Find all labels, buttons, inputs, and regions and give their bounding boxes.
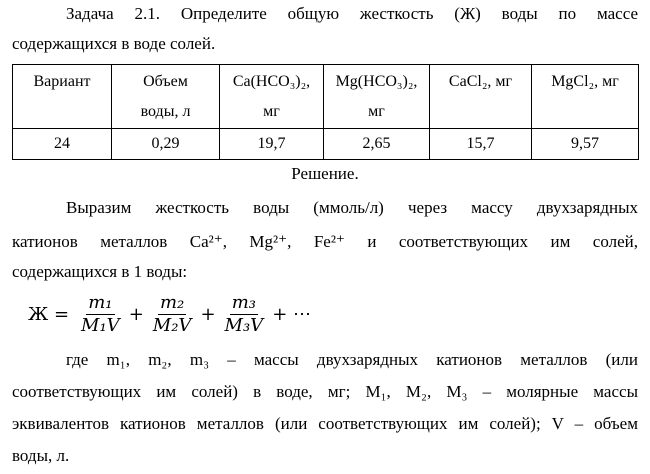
problem-line-2: содержащихся в воде солей. [12,34,216,53]
solution-p1-line-2: катионов металлов Ca²⁺, Mg²⁺, Fe²⁺ и соответствующих им солей, [12,232,638,251]
header-volume: Объем воды, л [112,65,220,129]
cell-ca-hco3: 19,7 [220,129,324,160]
formula-plus-1: + [128,303,144,325]
solution-heading: Решение. [291,164,359,183]
header-mg-hco3: Mg(HCO₃)₂, мг [324,65,430,129]
cell-mg-hco3: 2,65 [324,129,430,160]
cell-volume: 0,29 [112,129,220,160]
formula-term-2: $\frac{\text{m₂}}{\text{M₂V}}$ [152,291,192,336]
formula-tail: + ⋯ [272,303,311,325]
problem-line-1: Задача 2.1. Определите общую жесткость (Ж) воды по массе [66,4,638,23]
solution-p2-line-2: соответствующих им солей) в воде, мг; M₁, M₂, M₃ – молярные массы [12,382,638,401]
header-mgcl2: MgCl₂, мг [532,65,639,129]
solution-p2-line-1: где m₁, m₂, m₃ – массы двухзарядных катионов металлов (или [66,350,638,369]
solution-p2-line-3: эквивалентов катионов металлов (или соответствующих им солей); V – объем [12,414,638,433]
data-table [12,64,639,160]
cell-variant: 24 [13,129,112,160]
header-cacl2: CaCl₂, мг [430,65,532,129]
table-header-row [13,65,639,129]
solution-p1-line-3: содержащихся в 1 воды: [12,262,188,281]
header-variant: Вариант [13,65,112,129]
formula-term-1: $\frac{\text{m₁}}{\text{M₁V}}$ [81,291,120,336]
solution-p2-line-4: воды, л. [12,446,70,465]
solution-p1-line-1: Выразим жесткость воды (ммоль/л) через массу двухзарядных [66,198,638,217]
formula-term-3: $\frac{\text{m₃}}{\text{M₃V}}$ [224,291,264,336]
formula-plus-2: + [200,303,216,325]
hardness-formula [28,288,314,340]
cell-mgcl2: 9,57 [532,129,639,160]
cell-cacl2: 15,7 [430,129,532,160]
table-row [13,129,639,160]
header-ca-hco3: Ca(HCO₃)₂, мг [220,65,324,129]
formula-lhs: Ж = [28,303,70,325]
